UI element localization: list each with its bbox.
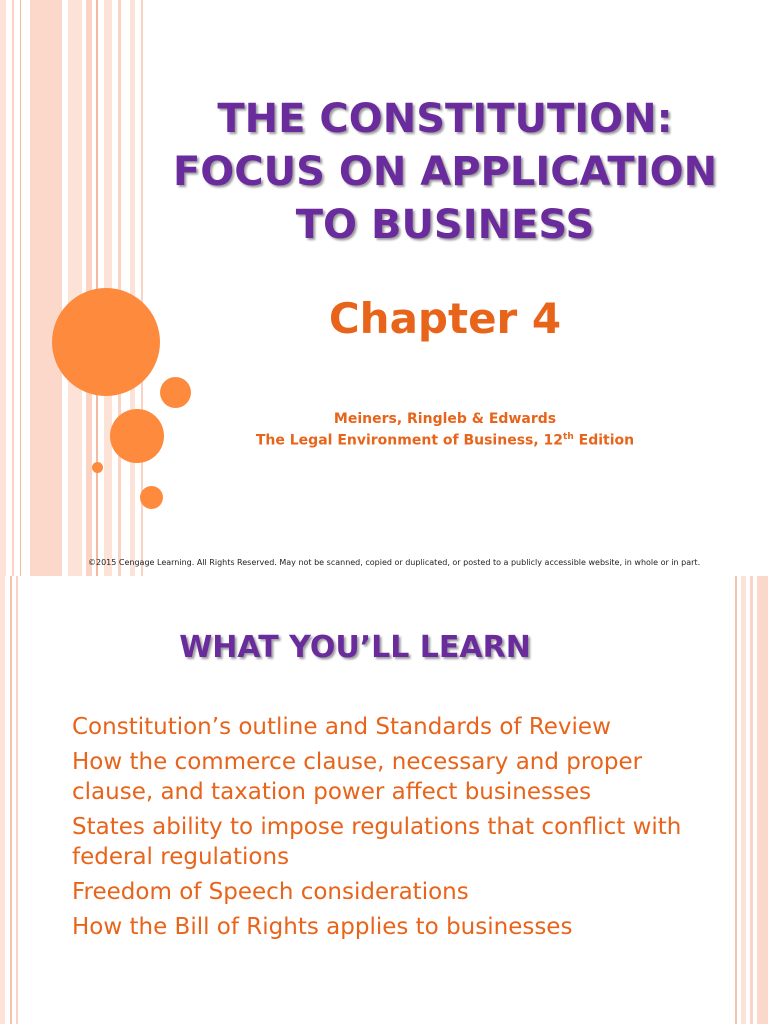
list-item: States ability to impose regulations that conflict with federal regulations	[72, 814, 682, 870]
decorative-circle	[52, 288, 160, 396]
book-title: The Legal Environment of Business, 12	[255, 432, 564, 449]
book-edition-line	[150, 428, 740, 450]
objectives-list	[72, 712, 712, 947]
author-credits	[150, 410, 740, 450]
decorative-stripe	[20, 0, 21, 576]
slide-learning-objectives	[0, 576, 768, 1024]
decorative-stripe	[12, 0, 14, 576]
authors-line: Meiners, Ringleb & Edwards	[333, 411, 557, 427]
decorative-stripe	[735, 576, 737, 1024]
title-line: TO BUSINESS	[295, 202, 595, 248]
decorative-stripe	[750, 576, 753, 1024]
edition-suffix: Edition	[573, 432, 635, 449]
decorative-stripe	[757, 576, 768, 1024]
decorative-circle	[92, 462, 103, 473]
list-item: How the Bill of Rights applies to businesses	[72, 914, 573, 940]
decorative-circle	[140, 486, 163, 509]
decorative-stripe	[118, 0, 121, 576]
edition-ordinal: th	[563, 432, 574, 442]
title-line: FOCUS ON APPLICATION	[172, 149, 718, 195]
decorative-stripe	[10, 576, 12, 1024]
decorative-stripe	[741, 576, 746, 1024]
decorative-stripe	[30, 0, 62, 576]
list-item: Freedom of Speech considerations	[72, 879, 469, 905]
list-item: Constitution’s outline and Standards of Review	[72, 714, 611, 740]
decorative-stripe	[16, 576, 18, 1024]
slide-heading: WHAT YOU’LL LEARN	[179, 630, 531, 665]
decorative-stripe	[86, 0, 92, 576]
decorative-stripe	[0, 0, 6, 576]
chapter-label: Chapter 4	[328, 294, 562, 343]
copyright-notice: ©2015 Cengage Learning. All Rights Reserved. May not be scanned, copied or duplicated, or posted to a publicly accessible website, in whole or in part.	[88, 558, 701, 567]
decorative-stripe	[68, 0, 82, 576]
decorative-stripe	[130, 0, 135, 576]
list-item: How the commerce clause, necessary and proper clause, and taxation power affect businesses	[72, 749, 643, 805]
decorative-stripe	[0, 576, 5, 1024]
decorative-circle	[160, 377, 191, 408]
title-line: THE CONSTITUTION:	[217, 96, 673, 142]
slide-title-heading	[150, 93, 740, 252]
